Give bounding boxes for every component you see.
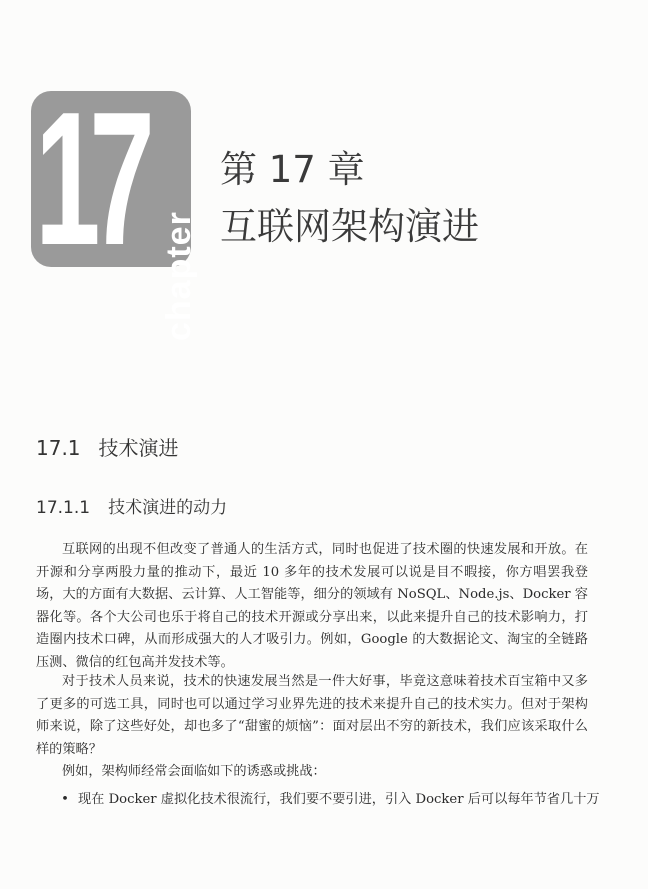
chapter-badge-word: chapter xyxy=(160,211,198,341)
paragraph: 对于技术人员来说，技术的快速发展当然是一件大好事，毕竟这意味着技术百宝箱中又多了更多的可选工具，同时也可以通过学习业界先进的技术来提升自己的技术实力。但对于架构师来说，除了这些好处，却也多了“甜蜜的烦恼”：面对层出不穷的新技术，我们应该采取什么样的策略？ xyxy=(36,674,588,757)
subsection-heading xyxy=(36,496,227,520)
subsection-title: 技术演进的动力 xyxy=(108,498,228,518)
chapter-label: 第 17 章 xyxy=(220,148,365,191)
paragraph: 互联网的出现不但改变了普通人的生活方式，同时也促进了技术圈的快速发展和开放。在开源和分享两股力量的推动下，最近 10 多年的技术发展可以说是目不暇接，你方唱罢我登场，大的方面有大数据、云计算、人工智能等，细分的领域有 NoSQL、Node.js、Docker 容器化等。各个大公司也乐于将自己的技术开源或分享出来，以此来提升自己的技术影响力，打造圈内技术口碑，从而形成强大的人才吸引力。例如，Google 的大数据论文、淘宝的全链路压测、微信的红包高并发技术等。 xyxy=(36,542,588,670)
section-number: 17.1 xyxy=(36,436,81,460)
chapter-badge-number: 17 xyxy=(35,73,144,285)
section-title: 技术演进 xyxy=(98,436,179,460)
bullet-icon: • xyxy=(61,792,69,807)
chapter-title: 互联网架构演进 xyxy=(220,205,479,248)
subsection-number: 17.1.1 xyxy=(36,498,91,518)
section-heading xyxy=(36,435,179,461)
list-item-text: 现在 Docker 虚拟化技术很流行，我们要不要引进，引入 Docker 后可以每年节省几十万 xyxy=(78,792,600,807)
chapter-badge xyxy=(31,73,198,341)
list-item xyxy=(36,789,600,812)
paragraph: 例如，架构师经常会面临如下的诱惑或挑战： xyxy=(62,764,326,779)
